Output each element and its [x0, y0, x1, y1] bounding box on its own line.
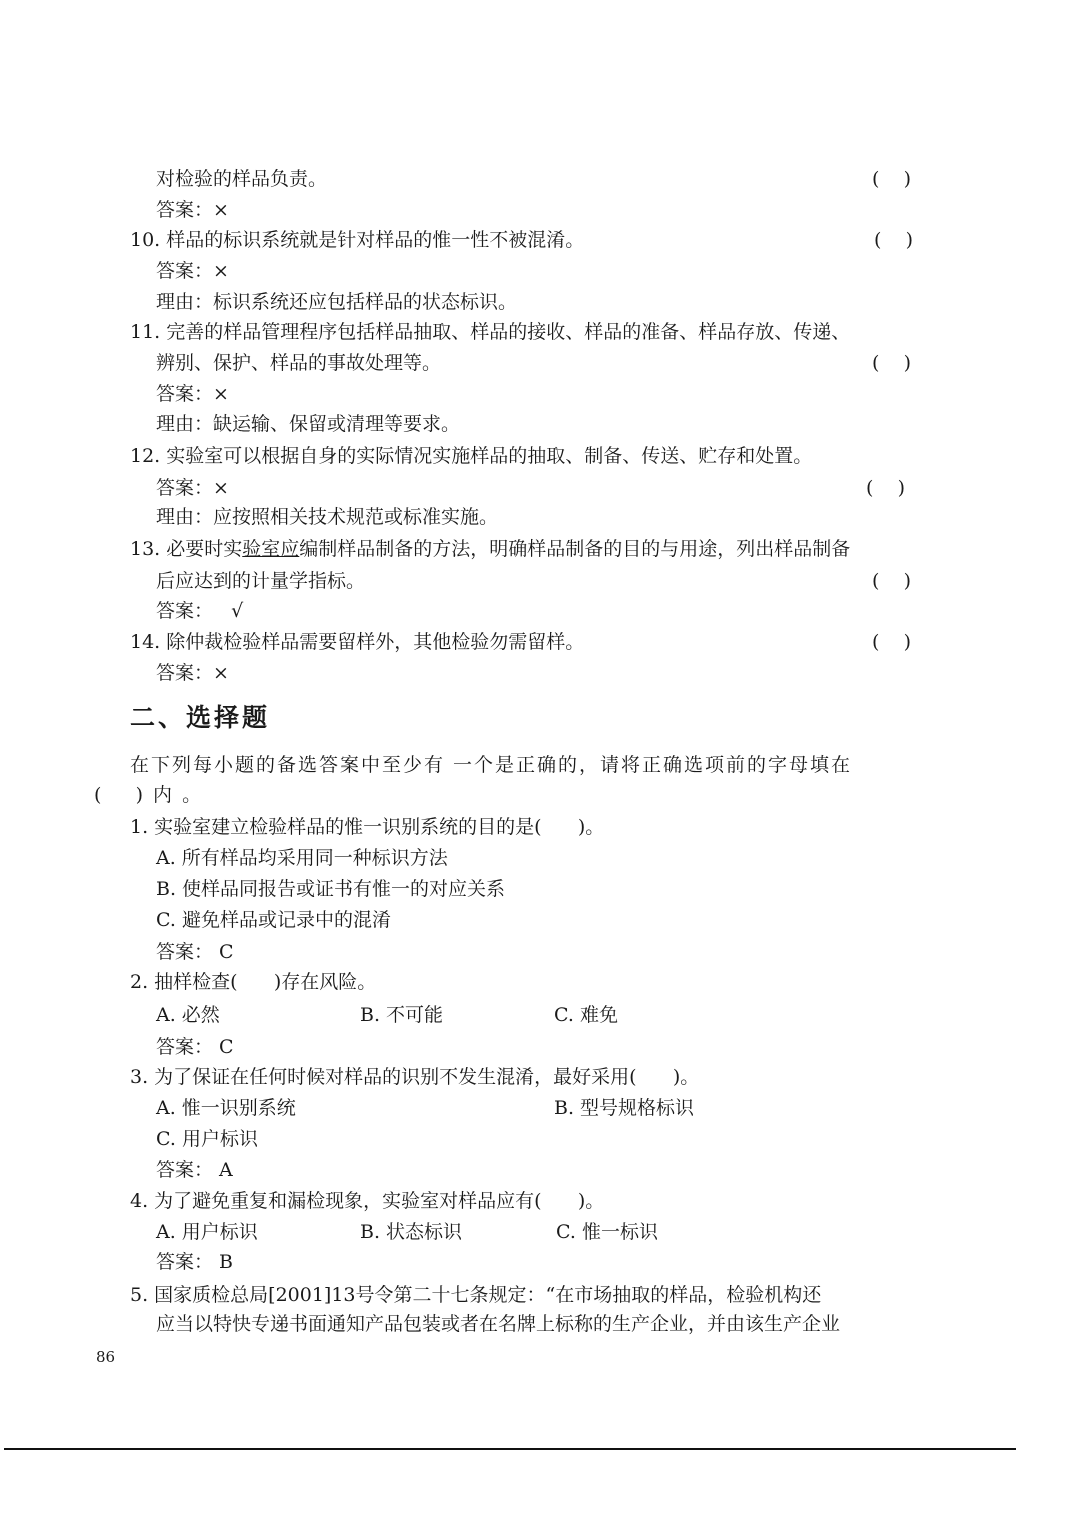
mc-q1-option-b[interactable]: B. 使样品同报告或证书有惟一的对应关系	[156, 878, 506, 900]
q13-text-line1	[130, 536, 850, 562]
section-heading: 二、选择题	[130, 703, 271, 732]
mc-q2-option-b[interactable]: B. 不可能	[360, 1004, 444, 1026]
mc-q1-answer: 答案： C	[156, 941, 234, 963]
q12-reason: 理由：应按照相关技术规范或标准实施。	[156, 506, 499, 528]
mc-q2-answer: 答案： C	[156, 1036, 234, 1058]
q11-reason: 理由：缺运输、保留或清理等要求。	[156, 413, 461, 435]
q10-text: 10. 样品的标识系统就是针对样品的惟一性不被混淆。	[130, 229, 585, 251]
mc-q4-option-c[interactable]: C. 惟一标识	[556, 1221, 658, 1243]
mc-q5-text-line1: 5. 国家质检总局[2001]13号令第二十七条规定：“在市场抽取的样品，检验机构还	[130, 1284, 822, 1306]
mc-q4-text: 4. 为了避免重复和漏检现象，实验室对样品应有( )。	[130, 1190, 605, 1212]
mc-q2-option-c[interactable]: C. 难免	[554, 1004, 618, 1026]
q12-text: 12. 实验室可以根据自身的实际情况实施样品的抽取、制备、传送、贮存和处置。	[130, 445, 813, 467]
mc-q3-option-b[interactable]: B. 型号规格标识	[554, 1097, 695, 1119]
q10-blank[interactable]: ( )	[874, 229, 913, 251]
q11-text-line2: 辨别、保护、样品的事故处理等。	[156, 352, 442, 374]
q9-blank[interactable]: ( )	[872, 168, 911, 190]
mc-q1-option-c[interactable]: C. 避免样品或记录中的混淆	[156, 909, 391, 931]
q10-reason: 理由：标识系统还应包括样品的状态标识。	[156, 291, 518, 313]
mc-intro-line1: 在下列每小题的备选答案中至少有 一个是正确的，请将正确选项前的字母填在	[130, 754, 853, 776]
mc-q5-text-line2: 应当以特快专递书面通知产品包装或者在名牌上标称的生产企业，并由该生产企业	[156, 1313, 841, 1335]
q13-text-line2: 后应达到的计量学指标。	[156, 570, 366, 592]
q11-answer: 答案：×	[156, 383, 229, 405]
mc-q1-text: 1. 实验室建立检验样品的惟一识别系统的目的是( )。	[130, 816, 605, 838]
mc-q3-option-c[interactable]: C. 用户标识	[156, 1128, 258, 1150]
q12-answer: 答案：×	[156, 477, 229, 499]
mc-q3-option-a[interactable]: A. 惟一识别系统	[156, 1097, 296, 1119]
q9-tail: 对检验的样品负责。	[156, 168, 328, 190]
mc-intro-line2: ( ) 内 。	[94, 784, 204, 806]
mc-q4-answer: 答案： B	[156, 1251, 234, 1273]
mc-q1-option-a[interactable]: A. 所有样品均采用同一种标识方法	[156, 847, 448, 869]
mc-q3-text: 3. 为了保证在任何时候对样品的识别不发生混淆，最好采用( )。	[130, 1066, 700, 1088]
q14-answer: 答案：×	[156, 662, 229, 684]
q10-answer: 答案：×	[156, 260, 229, 282]
q12-blank[interactable]: ( )	[866, 477, 905, 499]
mc-q4-option-a[interactable]: A. 用户标识	[156, 1221, 258, 1243]
q13-text-part3: 编制样品制备的方法，明确样品制备的目的与用途，列出样品制备	[299, 538, 851, 560]
q13-text-part1: 13. 必要时实	[130, 538, 243, 560]
q14-text: 14. 除仲裁检验样品需要留样外，其他检验勿需留样。	[130, 631, 585, 653]
mc-q4-option-b[interactable]: B. 状态标识	[360, 1221, 463, 1243]
mc-q2-option-a[interactable]: A. 必然	[156, 1004, 220, 1026]
q11-text-line1: 11. 完善的样品管理程序包括样品抽取、样品的接收、样品的准备、样品存放、传递、	[130, 321, 851, 343]
q13-blank[interactable]: ( )	[872, 570, 911, 592]
q14-blank[interactable]: ( )	[872, 631, 911, 653]
q9-answer: 答案：×	[156, 199, 229, 221]
q13-answer: 答案： √	[156, 600, 244, 622]
q13-underlined: 验室应	[242, 538, 300, 560]
q11-blank[interactable]: ( )	[872, 352, 911, 374]
mc-q2-text: 2. 抽样检查( )存在风险。	[130, 971, 377, 993]
bottom-rule	[4, 1448, 1016, 1450]
page-number: 86	[96, 1348, 116, 1366]
mc-q3-answer: 答案： A	[156, 1159, 233, 1181]
